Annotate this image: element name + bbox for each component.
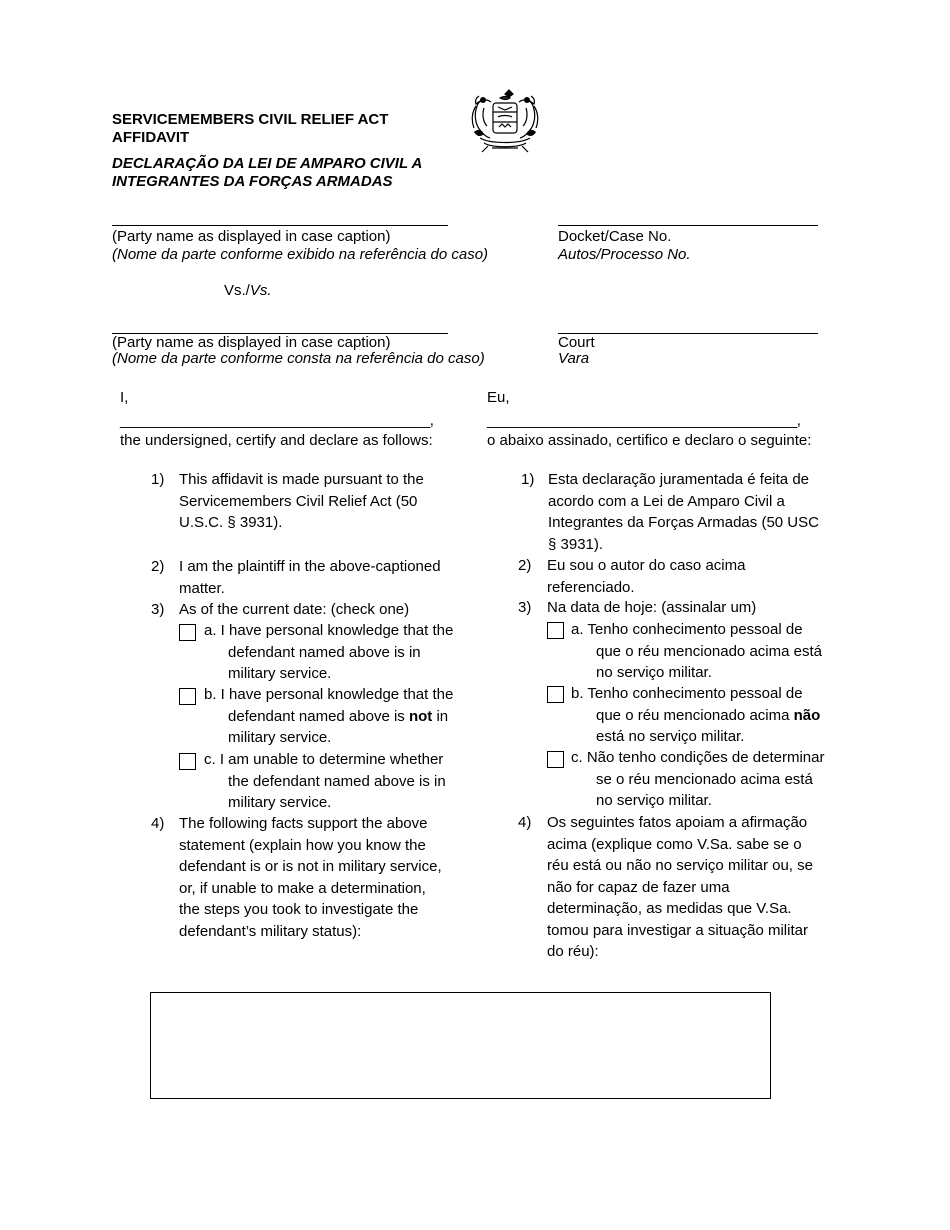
item4-en-line: The following facts support the above — [179, 815, 428, 832]
item1-en-line: Servicemembers Civil Relief Act (50 — [179, 492, 418, 510]
item1-pt-line: Integrantes da Forças Armadas (50 USC — [548, 514, 819, 531]
option-a-en — [204, 620, 453, 685]
item2-en-line: matter. — [179, 579, 225, 597]
item4-pt-line: réu está ou não no serviço militar ou, se — [547, 857, 813, 874]
undersigned-en: the undersigned, certify and declare as follows: — [120, 432, 433, 449]
option-b-pt-line: b. Tenho conhecimento pessoal de — [571, 685, 803, 702]
item4-en-line: defendant is or is not in military service, — [179, 858, 442, 875]
item4-en-line: statement (explain how you know the — [179, 836, 426, 854]
item1-en — [179, 469, 424, 534]
item4-pt-line: determinação, as medidas que V.Sa. — [547, 900, 792, 917]
option-c-en-line: the defendant named above is in — [228, 772, 446, 790]
title-portuguese — [112, 155, 472, 191]
court-line[interactable] — [558, 333, 818, 334]
item1-number-en: 1) — [151, 471, 165, 488]
option-a-en-line: a. I have personal knowledge that the — [204, 622, 454, 639]
option-b-pt-line: está no serviço militar. — [596, 728, 745, 745]
item1-pt — [548, 469, 819, 555]
option-b-pt-text: que o réu mencionado acima — [596, 706, 794, 724]
docket-label-pt: Autos/Processo No. — [558, 246, 691, 263]
option-b-en-text: in — [432, 707, 449, 725]
item1-en-line: U.S.C. § 3931). — [179, 514, 283, 531]
option-c-pt-line: se o réu mencionado acima está — [596, 770, 813, 788]
item4-number-pt: 4) — [518, 814, 532, 831]
item3-en: As of the current date: (check one) — [179, 601, 410, 618]
item2-number-pt: 2) — [518, 557, 532, 574]
item2-pt-line: referenciado. — [547, 578, 635, 596]
declarant-name-field-pt[interactable]: ________________________________________, — [487, 412, 801, 429]
item2-number-en: 2) — [151, 558, 165, 575]
versus-en: Vs./ — [224, 282, 250, 299]
option-c-pt-line: c. Não tenho condições de determinar — [571, 749, 825, 766]
option-b-en-emphasis: not — [408, 707, 433, 725]
item4-pt-line: não for capaz de fazer uma — [547, 878, 730, 896]
versus-pt: Vs. — [249, 282, 272, 299]
item2-pt-line: Eu sou o autor do caso acima — [547, 557, 746, 574]
option-b-pt-emphasis: não — [793, 706, 821, 724]
item1-pt-line: Esta declaração juramentada é feita de — [548, 471, 809, 488]
item4-pt-line: Os seguintes fatos apoiam a afirmação — [547, 814, 808, 831]
option-a-pt-line: que o réu mencionado acima está — [596, 642, 822, 660]
item2-en-line: I am the plaintiff in the above-captioned — [179, 558, 441, 575]
checkbox-option-b-pt[interactable] — [547, 686, 564, 703]
option-b-en — [204, 684, 453, 749]
title-portuguese-line2: INTEGRANTES DA FORÇAS ARMADAS — [112, 173, 393, 190]
option-c-en-line: c. I am unable to determine whether — [204, 751, 444, 768]
option-c-pt-line: no serviço militar. — [596, 792, 712, 809]
option-b-en-text: defendant named above is — [228, 707, 409, 725]
option-b-en-line: b. I have personal knowledge that the — [204, 686, 454, 703]
versus-label — [224, 282, 272, 299]
item4-pt-line: tomou para investigar a situação militar — [547, 921, 808, 939]
checkbox-option-a-pt[interactable] — [547, 622, 564, 639]
declarant-intro-en: I, — [120, 389, 129, 406]
item2-pt — [547, 555, 745, 598]
item4-number-en: 4) — [151, 815, 165, 832]
item1-pt-line: § 3931). — [548, 535, 604, 553]
docket-number-line[interactable] — [558, 225, 818, 226]
checkbox-option-c-pt[interactable] — [547, 751, 564, 768]
title-english-line2: AFFIDAVIT — [112, 129, 190, 146]
item2-en — [179, 556, 441, 599]
declarant-name-field-en[interactable]: ________________________________________, — [120, 412, 434, 429]
party1-label-en: (Party name as displayed in case caption) — [112, 228, 391, 245]
checkbox-option-c-en[interactable] — [179, 753, 196, 770]
item4-en-line: defendant’s military status): — [179, 922, 362, 940]
item3-pt: Na data de hoje: (assinalar um) — [547, 599, 757, 616]
item4-en-line: the steps you took to investigate the — [179, 901, 419, 918]
item4-pt — [547, 812, 813, 963]
checkbox-option-b-en[interactable] — [179, 688, 196, 705]
party2-label-pt: (Nome da parte conforme consta na referência do caso) — [112, 350, 485, 367]
docket-label-en: Docket/Case No. — [558, 228, 672, 245]
option-b-pt — [571, 683, 820, 748]
option-a-pt-line: a. Tenho conhecimento pessoal de — [571, 621, 803, 638]
item4-en — [179, 813, 442, 942]
party2-label-en: (Party name as displayed in case caption) — [112, 334, 391, 351]
item1-en-line: This affidavit is made pursuant to the — [179, 471, 424, 488]
item3-number-pt: 3) — [518, 599, 532, 616]
item4-pt-line: acima (explique como V.Sa. sabe se o — [547, 835, 802, 853]
item4-pt-line: do réu): — [547, 943, 599, 960]
court-label-en: Court — [558, 334, 595, 351]
option-c-en-line: military service. — [228, 794, 332, 811]
party1-signature-line[interactable] — [112, 225, 448, 226]
option-b-en-line: military service. — [228, 729, 332, 746]
item3-number-en: 3) — [151, 601, 165, 618]
option-a-pt-line: no serviço militar. — [596, 664, 712, 681]
option-c-en — [204, 749, 446, 814]
party1-label-pt: (Nome da parte conforme exibido na referência do caso) — [112, 246, 489, 263]
title-portuguese-line1: DECLARAÇÃO DA LEI DE AMPARO CIVIL A — [112, 155, 423, 172]
item4-en-line: or, if unable to make a determination, — [179, 879, 426, 897]
option-b-pt-line — [571, 705, 820, 727]
option-a-en-line: defendant named above is in — [228, 643, 421, 661]
item1-number-pt: 1) — [521, 471, 535, 488]
option-a-en-line: military service. — [228, 665, 332, 682]
title-english — [112, 111, 442, 147]
option-b-en-line — [204, 706, 453, 728]
option-a-pt — [571, 619, 822, 684]
facts-explanation-box[interactable] — [150, 992, 771, 1099]
court-label-pt: Vara — [558, 350, 590, 367]
declarant-intro-pt: Eu, — [487, 389, 510, 406]
item1-pt-line: acordo com a Lei de Amparo Civil a — [548, 492, 785, 510]
pennsylvania-coat-of-arms-icon — [462, 88, 548, 156]
option-c-pt — [571, 747, 824, 812]
title-english-line1: SERVICEMEMBERS CIVIL RELIEF ACT — [112, 111, 389, 128]
undersigned-pt: o abaixo assinado, certifico e declaro o seguinte: — [487, 432, 812, 449]
checkbox-option-a-en[interactable] — [179, 624, 196, 641]
